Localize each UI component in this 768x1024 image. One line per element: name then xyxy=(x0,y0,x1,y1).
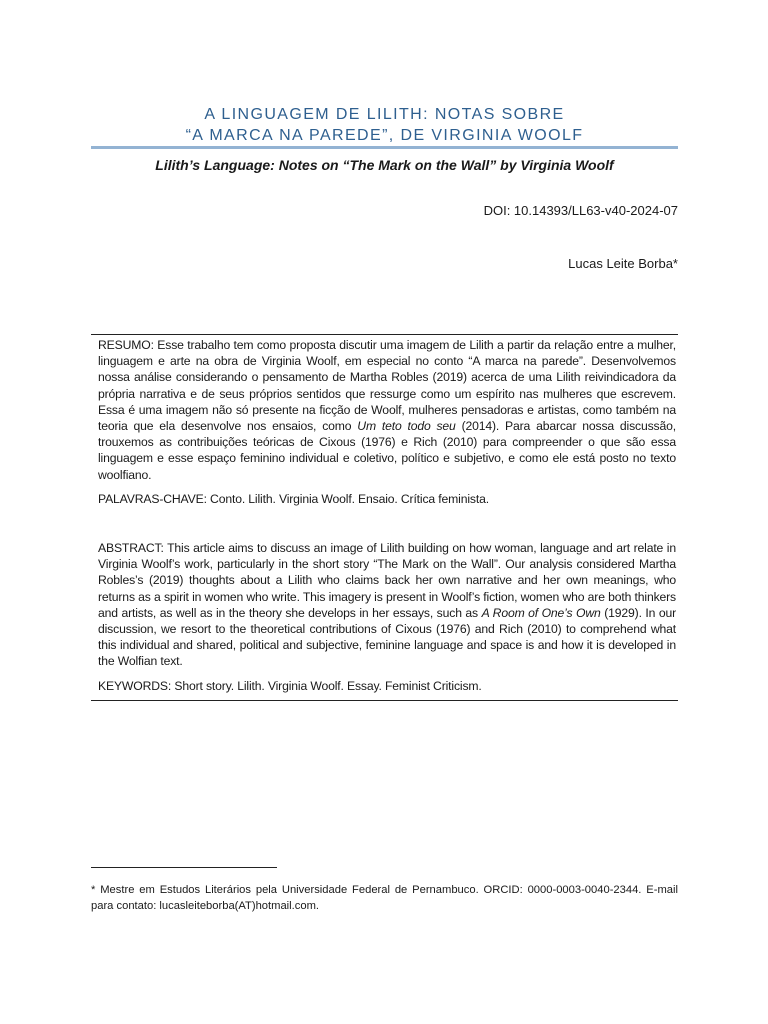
resumo-paragraph xyxy=(98,337,676,483)
palavras-chave: PALAVRAS-CHAVE: Conto. Lilith. Virginia Woolf. Ensaio. Crítica feminista. xyxy=(98,492,489,506)
abstract-box-top-rule xyxy=(91,334,678,335)
resumo-text-1: RESUMO: Esse trabalho tem como proposta discutir uma imagem de Lilith a partir da relação entre a mulher, linguagem e arte na obra de Virginia Woolf, em especial no conto “A marca na parede”. Desenvolvemos nossa análise considerando o pensamento de Martha Robles (2019) acerca de uma Lilith reivindicadora da própria narrativa e de seus próprios sentidos que ressurge como um espírito nas mulheres que escrevem. Essa é uma imagem não só presente na ficção de Woolf, mulheres pensadoras e artistas, como também na teoria que ela desenvolve nos ensaios, como xyxy=(98,338,676,434)
abstract-text-1: ABSTRACT: This article aims to discuss an image of Lilith building on how woman, language and art relate in Virginia Woolf’s work, particularly in the short story “The Mark on the Wall”. Our analysis considered Martha Robles’s (2019) thoughts about a Lilith who claims back her own narrative and her own meanings, who returns as a spirit in women who write. This imagery is present in Woolf’s fiction, women who are both thinkers and artists, as well as in the theory she develops in her essays, such as xyxy=(98,541,676,620)
resumo-book-title: Um teto todo seu xyxy=(357,419,456,434)
abstract-text-2: (1929). In our discussion, we resort to the theoretical contributions of Cixous (1976) and Rich (2010) to comprehend what this individual and shared, political and subjective, feminine language and space is and how it is developed in the Wolfian text. xyxy=(98,605,676,669)
doi: DOI: 10.14393/LL63-v40-2024-07 xyxy=(483,203,678,218)
abstract-box-bottom-rule xyxy=(91,700,678,701)
paper-title xyxy=(91,104,678,146)
title-line-2: “A MARCA NA PAREDE”, DE VIRGINIA WOOLF xyxy=(185,127,584,144)
footnote-divider xyxy=(91,867,277,868)
abstract-paragraph xyxy=(98,540,676,670)
title-divider xyxy=(91,146,678,149)
author-name: Lucas Leite Borba* xyxy=(568,256,678,271)
english-title: Lilith’s Language: Notes on “The Mark on the Wall” by Virginia Woolf xyxy=(155,157,614,173)
resumo-text-2: (2014). Para abarcar nossa discussão, trouxemos as contribuições teóricas de Cixous (1976) e Rich (2010) para compreender o que são essa linguagem e esse espaço feminino individual e coletivo, político e subjetivo, e como ele está posto no texto woolfiano. xyxy=(98,419,676,482)
keywords: KEYWORDS: Short story. Lilith. Virginia Woolf. Essay. Feminist Criticism. xyxy=(98,679,482,693)
footnote: * Mestre em Estudos Literários pela Universidade Federal de Pernambuco. ORCID: 0000-0003-0040-2344. E-mail para contato: lucasleiteborba(AT)hotmail.com. xyxy=(91,884,678,912)
title-line-1: A LINGUAGEM DE LILITH: NOTAS SOBRE xyxy=(204,106,565,123)
abstract-book-title: A Room of One’s Own xyxy=(481,605,601,620)
